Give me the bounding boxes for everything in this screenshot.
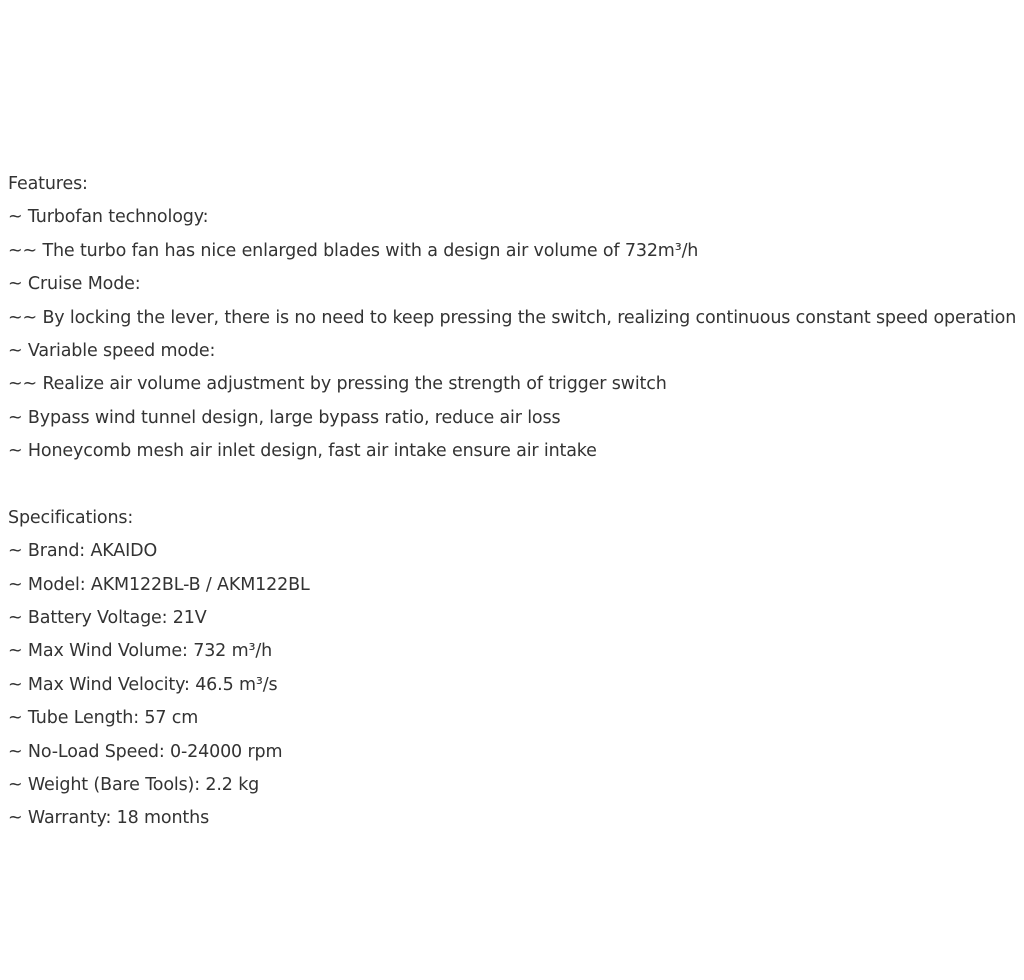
feature-line: ~ Variable speed mode:	[8, 340, 216, 361]
feature-line: ~~ Realize air volume adjustment by pressing the strength of trigger switch	[8, 374, 667, 395]
feature-line: ~ Cruise Mode:	[8, 274, 141, 295]
specifications-section	[8, 502, 1018, 836]
feature-line: ~ Honeycomb mesh air inlet design, fast air intake ensure air intake	[8, 441, 597, 462]
spec-line: ~ Brand: AKAIDO	[8, 541, 158, 562]
specifications-heading: Specifications:	[8, 507, 134, 528]
spec-line: ~ Warranty: 18 months	[8, 808, 210, 829]
spec-line: ~ Model: AKM122BL-B / AKM122BL	[8, 574, 310, 595]
spec-line: ~ Max Wind Volume: 732 m³/h	[8, 641, 273, 662]
spec-line: ~ No-Load Speed: 0-24000 rpm	[8, 741, 283, 762]
feature-line: ~~ The turbo fan has nice enlarged blades with a design air volume of 732m³/h	[8, 240, 699, 261]
product-description	[8, 168, 1018, 836]
features-section	[8, 168, 1018, 469]
feature-line: ~~ By locking the lever, there is no need to keep pressing the switch, realizing continuous constant speed operation	[8, 307, 1017, 328]
spec-line: ~ Weight (Bare Tools): 2.2 kg	[8, 775, 260, 796]
features-heading: Features:	[8, 174, 88, 194]
feature-line: ~ Bypass wind tunnel design, large bypass ratio, reduce air loss	[8, 407, 561, 428]
spec-line: ~ Tube Length: 57 cm	[8, 708, 199, 729]
spec-line: ~ Battery Voltage: 21V	[8, 608, 207, 629]
spec-line: ~ Max Wind Velocity: 46.5 m³/s	[8, 674, 278, 695]
section-spacer	[8, 469, 1018, 502]
feature-line: ~ Turbofan technology:	[8, 207, 209, 228]
